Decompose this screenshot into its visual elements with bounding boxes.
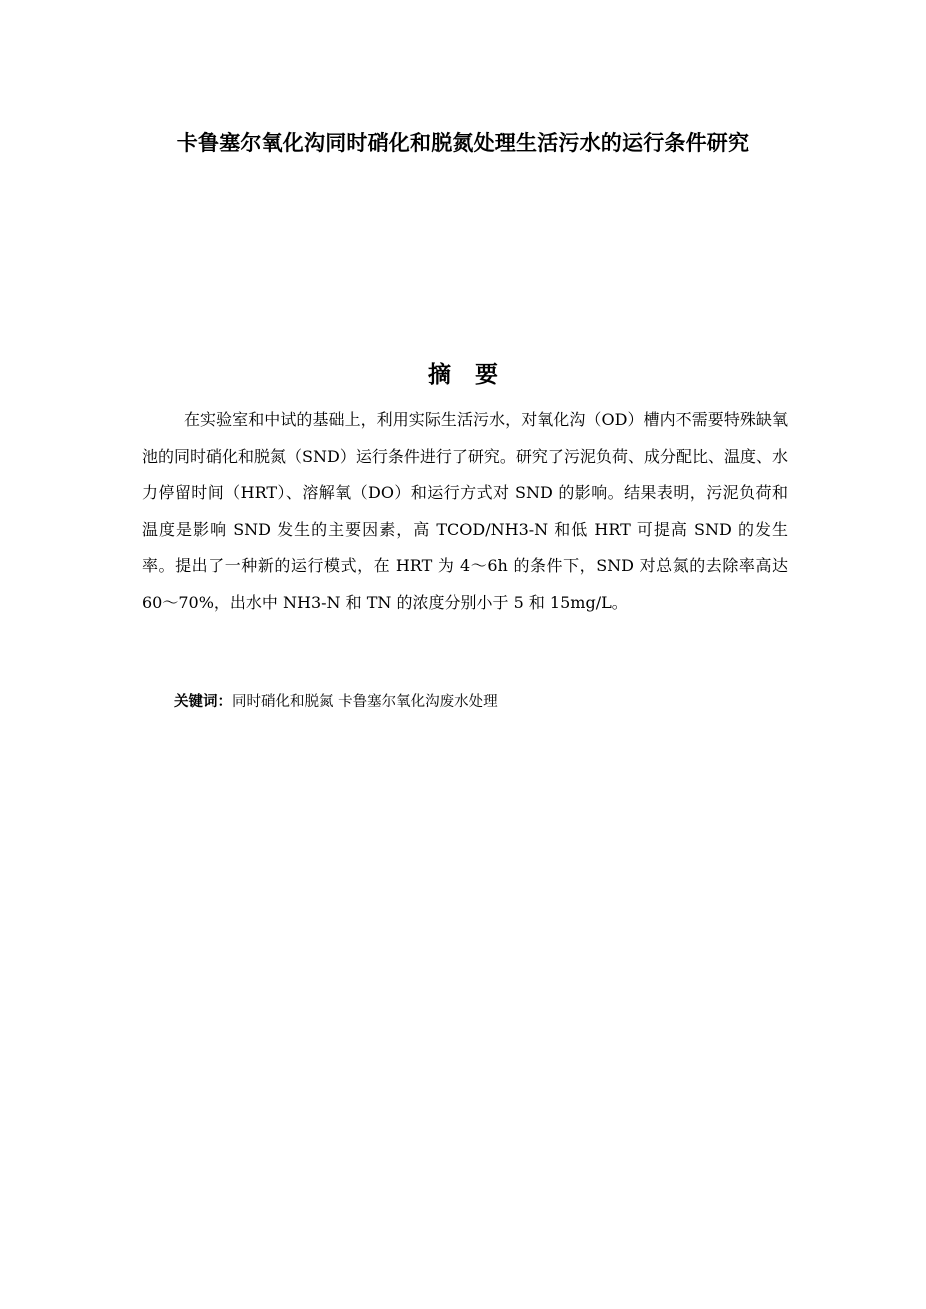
abstract-heading-first-char: 摘 bbox=[428, 362, 451, 388]
keywords-line bbox=[174, 690, 788, 714]
abstract-heading bbox=[0, 360, 926, 390]
keywords-value: 同时硝化和脱氮 卡鲁塞尔氧化沟废水处理 bbox=[232, 694, 498, 710]
document-title: 卡鲁塞尔氧化沟同时硝化和脱氮处理生活污水的运行条件研究 bbox=[176, 131, 750, 155]
abstract-paragraph: 在实验室和中试的基础上，利用实际生活污水，对氧化沟（OD）槽内不需要特殊缺氧池的同时硝化和脱氮（SND）运行条件进行了研究。研究了污泥负荷、成分配比、温度、水力停留时间（HRT）、溶解氧（DO）和运行方式对 SND 的影响。结果表明，污泥负荷和温度是影响 SND 发生的主要因素，高 TCOD/NH3-N 和低 HRT 可提高 SND 的发生率。提出了一种新的运行模式，在 HRT 为 4～6h 的条件下，SND 对总氮的去除率高达 60～70%，出水中 NH3-N 和 TN 的浓度分别小于 5 和 15mg/L。 bbox=[142, 410, 788, 612]
abstract-heading-second-char: 要 bbox=[475, 362, 498, 388]
keywords-label: 关键词： bbox=[174, 694, 232, 710]
